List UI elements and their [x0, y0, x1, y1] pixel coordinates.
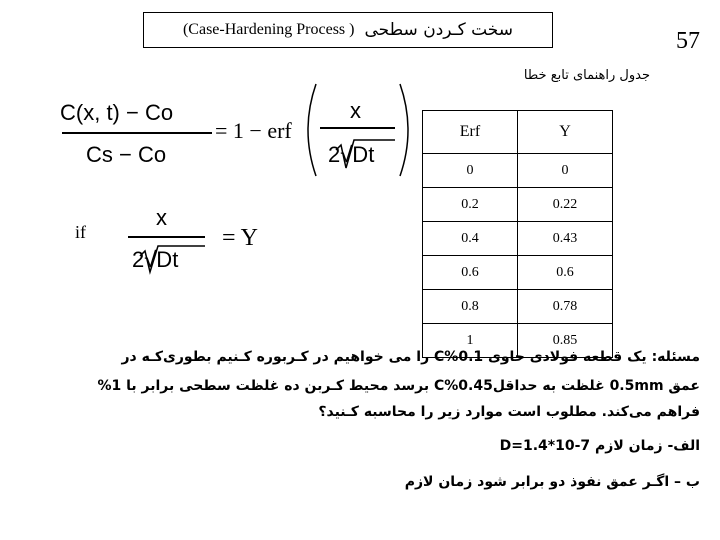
problem-line-2: عمق 0.5mm غلظت به حداقل0.45%C برسد محیط کـربن ده غلظت سطحی برابر با 1% — [97, 378, 700, 394]
table-header-row — [423, 111, 613, 154]
table-row — [423, 154, 613, 188]
problem-part-b: ب – اگـر عمق نفوذ دو برابر شود زمان لازم — [404, 474, 700, 490]
cell-y: 0.22 — [518, 188, 613, 222]
header-erf: Erf — [423, 111, 518, 154]
cond-rhs: = Y — [222, 225, 258, 251]
cell-y: 0.85 — [518, 324, 613, 358]
cell-erf: 0.4 — [423, 222, 518, 256]
left-paren — [308, 84, 316, 176]
problem-line-3: فراهم می‌کند. مطلوب است موارد زیر را محاسبه کـنید؟ — [318, 404, 700, 420]
cell-erf: 0.2 — [423, 188, 518, 222]
cond-frac-denominator: 2√Dt — [132, 247, 179, 272]
cell-erf: 1 — [423, 324, 518, 358]
right-paren — [400, 84, 408, 176]
problem-line-1: مسئله: یک قطعه فولادی حاوی 0.1%C را می خواهیم در کـربوره کـنیم بطوری‌کـه در — [121, 349, 700, 365]
lhs-numerator: C(x, t) − Co — [60, 100, 174, 125]
table-caption: جدول راهنمای تابع خطا — [523, 68, 650, 83]
rhs-frac-denominator: 2√Dt — [328, 142, 375, 167]
page-number: 57 — [676, 28, 700, 54]
diffusion-equation — [0, 0, 420, 290]
cond-frac-numerator: x — [156, 205, 167, 230]
table-row — [423, 188, 613, 222]
cell-y: 0.43 — [518, 222, 613, 256]
header-y: Y — [518, 111, 613, 154]
erf-table — [422, 110, 613, 358]
cell-erf: 0.8 — [423, 290, 518, 324]
title-persian: سخت کـردن سطحی — [364, 20, 514, 40]
table-row — [423, 290, 613, 324]
rhs-prefix: = 1 − erf — [215, 118, 292, 143]
condition-if-label: if — [75, 222, 86, 242]
rhs-frac-numerator: x — [350, 98, 361, 123]
table-row — [423, 222, 613, 256]
table-row — [423, 256, 613, 290]
cell-erf: 0.6 — [423, 256, 518, 290]
title-english: (Case-Hardening Process ) — [182, 21, 355, 38]
cell-y: 0.78 — [518, 290, 613, 324]
problem-part-a: الف- زمان لازم D=1.4*10-7 — [499, 438, 700, 454]
cell-y: 0 — [518, 154, 613, 188]
cell-erf: 0 — [423, 154, 518, 188]
lhs-denominator: Cs − Co — [86, 142, 167, 167]
cell-y: 0.6 — [518, 256, 613, 290]
